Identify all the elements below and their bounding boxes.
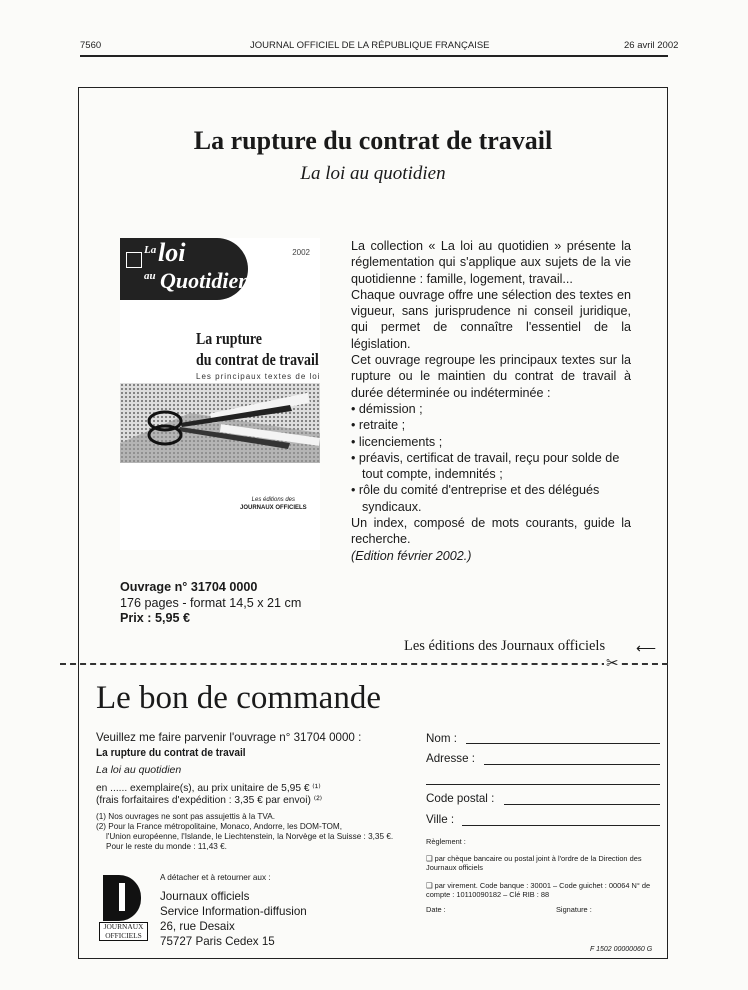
footnote-1: (1) Nos ouvrages ne sont pas assujettis à la TVA. [96, 811, 276, 821]
cover-title [196, 328, 319, 370]
payment-label: Règlement : [426, 837, 466, 846]
return-org: Journaux officiels [160, 890, 250, 903]
product-price: Prix : 5,95 € [120, 611, 191, 625]
cut-line [60, 663, 668, 665]
address-label: Adresse : [426, 752, 475, 765]
footnote-2-end: Pour le reste du monde : 11,43 €. [106, 841, 227, 851]
name-field[interactable] [466, 743, 660, 744]
page-title: La rupture du contrat de travail [193, 126, 553, 155]
address-field[interactable] [484, 764, 660, 765]
product-format: 176 pages - format 14,5 x 21 cm [120, 595, 302, 610]
topic-item: • préavis, certificat de travail, reçu pour solde de tout compte, indemnités ; [351, 450, 631, 483]
product-number: Ouvrage n° 31704 0000 [120, 580, 258, 594]
series-badge [120, 238, 251, 300]
journaux-officiels-logo [99, 873, 146, 943]
desc-paragraph-1: La collection « La loi au quotidien » présente la réglementation qui s'applique aux sujets de la vie quotidienne : famille, logement, travail... [351, 239, 631, 286]
date-label: Date : [426, 905, 446, 914]
series-la: La [144, 244, 157, 256]
jo-mark-icon [103, 875, 141, 921]
header-rule [80, 55, 668, 57]
payment-transfer-option[interactable]: ❑ par virement. Code banque : 30001 – Code guichet : 00064 N° de compte : 10110090182 – Clé RIB : 88 [426, 881, 651, 899]
header-date: 26 avril 2002 [624, 40, 679, 51]
book-cover [120, 238, 320, 550]
footnote-2-cont: l'Union européenne, l'Islande, le Liechtenstein, la Norvège et la Suisse : 3,35 €. [106, 831, 394, 841]
desc-paragraph-3: Cet ouvrage regroupe les principaux textes sur la rupture ou le maintien du contrat de travail à durée déterminée ou indéterminée : [351, 353, 631, 400]
cover-publisher-line2: JOURNAUX OFFICIELS [240, 505, 307, 511]
signature-label: Signature : [556, 905, 592, 914]
return-street: 26, rue Desaix [160, 920, 235, 933]
return-city: 75727 Paris Cedex 15 [160, 935, 275, 948]
postcode-label: Code postal : [426, 792, 495, 805]
topic-list [351, 401, 631, 515]
series-quotidien: Quotidien [160, 268, 251, 293]
page-number: 7560 [80, 40, 102, 51]
desc-paragraph-2: Chaque ouvrage offre une sélection des textes en vigueur, sans jurisprudence ni conseil juridique, qui permet de connaître l'essentiel de la législation. [351, 287, 631, 351]
scissors-icon: ✂ [606, 655, 619, 672]
book-description [351, 238, 631, 564]
return-address [160, 872, 307, 949]
topic-item: • rôle du comité d'entreprise et des délégués syndicaux. [351, 482, 631, 515]
city-field[interactable] [462, 825, 660, 826]
logo-text [99, 922, 148, 941]
series-au: au [144, 270, 156, 282]
topic-item: • licenciements ; [351, 434, 631, 450]
cover-logo-icon [126, 252, 142, 268]
address-field-line2[interactable] [426, 784, 660, 785]
shipping-line: (frais forfaitaires d'expédition : 3,35 € par envoi) ⁽²⁾ [96, 794, 323, 806]
order-details [96, 730, 416, 852]
postcode-field[interactable] [504, 804, 660, 805]
cover-title-line1: La rupture [196, 329, 262, 348]
edition-note: (Edition février 2002.) [351, 548, 472, 563]
topic-item: • retraite ; [351, 417, 631, 433]
reference-code: F 1502 00000060 G [590, 946, 653, 953]
publisher-label: Les éditions des Journaux officiels [404, 638, 606, 654]
cover-date: 2002 [292, 248, 310, 257]
order-book-subtitle: La loi au quotidien [96, 764, 182, 776]
journal-title: JOURNAL OFFICIEL DE LA RÉPUBLIQUE FRANÇAISE [250, 40, 490, 51]
product-info [120, 580, 301, 627]
cover-publisher [240, 496, 307, 512]
series-loi: loi [158, 238, 186, 267]
footnote-2: (2) Pour la France métropolitaine, Monaco, Andorre, les DOM-TOM, [96, 821, 343, 831]
return-label: A détacher et à retourner aux : [160, 873, 271, 882]
order-book-title: La rupture du contrat de travail [96, 746, 246, 759]
cover-subtitle: Les principaux textes de loi [196, 372, 320, 381]
page-subtitle: La loi au quotidien [300, 163, 446, 184]
city-label: Ville : [426, 813, 455, 826]
quantity-line: en ...... exemplaire(s), au prix unitaire de 5,95 € ⁽¹⁾ [96, 782, 321, 794]
payment-section [426, 837, 666, 915]
cover-title-line2: du contrat de travail [196, 350, 319, 369]
topic-item: • démission ; [351, 401, 631, 417]
name-label: Nom : [426, 732, 457, 745]
logo-line1: JOURNAUX [103, 922, 144, 931]
order-intro: Veuillez me faire parvenir l'ouvrage n° 31704 0000 : [96, 731, 362, 744]
return-service: Service Information-diffusion [160, 905, 307, 918]
desc-paragraph-4: Un index, composé de mots courants, guide la recherche. [351, 516, 631, 547]
order-form-heading: Le bon de commande [96, 680, 381, 716]
logo-line2: OFFICIELS [105, 930, 142, 940]
scissors-contract-illustration [120, 383, 320, 463]
payment-cheque-option[interactable]: ❑ par chèque bancaire ou postal joint à l'ordre de la Direction des Journaux officiels [426, 854, 642, 872]
arrow-left-icon: ⟵ [636, 640, 657, 656]
cover-publisher-line1: Les éditions des [251, 497, 296, 503]
